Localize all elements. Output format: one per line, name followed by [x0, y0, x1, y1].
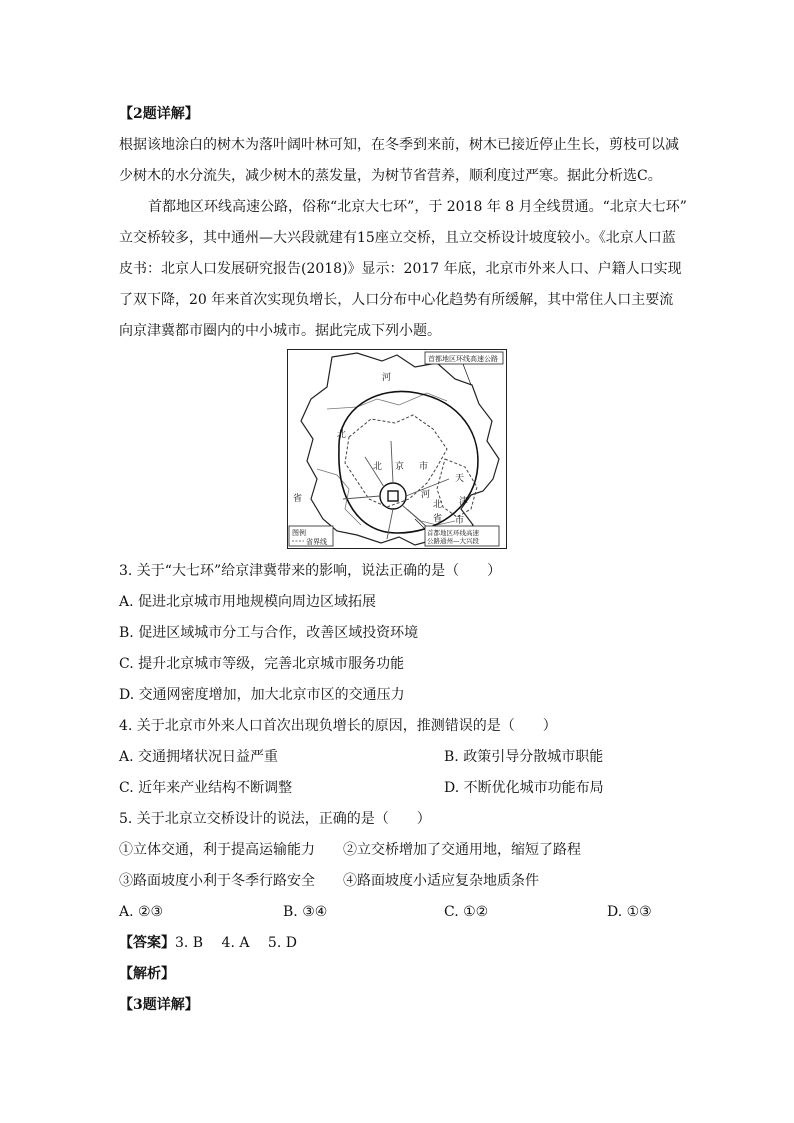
q3-option-c: C. 提升北京城市等级，完善北京城市服务功能	[119, 656, 405, 672]
label-jin: 津	[459, 497, 469, 507]
section3-heading: 【3题详解】	[119, 997, 199, 1013]
legend-item: 省界线	[306, 538, 327, 546]
passage-line-4: 了双下降，20 年来首次实现负增长，人口分布中心化趋势有所缓解，其中常住人口主要流	[119, 292, 674, 308]
q3-option-b: B. 促进区域城市分工与合作，改善区域投资环境	[119, 625, 419, 641]
label-beijing-bei: 北	[373, 462, 383, 472]
q5-option-c: C. ①②	[444, 904, 489, 920]
q5-option-b: B. ③④	[283, 904, 328, 920]
q4-option-c: C. 近年来产业结构不断调整	[119, 780, 293, 796]
q5-statement-4: ④路面坡度小适应复杂地质条件	[343, 873, 539, 889]
bottom-label-2: 公路通州—大兴段	[427, 537, 479, 545]
region-map-svg	[287, 349, 507, 549]
legend-title: 图例	[292, 529, 306, 537]
label-bei: 北	[337, 430, 347, 440]
answer-text: 3. B 4. A 5. D	[175, 935, 297, 951]
label-tianjin-shi: 市	[455, 516, 465, 526]
section2-line-1: 根据该地涂白的树木为落叶阔叶林可知，在冬季到来前，树木已接近停止生长，剪枝可以减	[119, 137, 679, 153]
q3-stem: 3. 关于“大七环”给京津冀带来的影响，说法正确的是（ ）	[119, 563, 502, 579]
label-beijing-jing: 京	[395, 462, 405, 472]
region-map	[287, 349, 507, 549]
answer-line	[119, 933, 297, 953]
passage-line-2: 立交桥较多，其中通州—大兴段就建有15座立交桥，且立交桥设计坡度较小。《北京人口蓝	[119, 230, 676, 246]
q5-statement-2: ②立交桥增加了交通用地，缩短了路程	[343, 842, 581, 858]
q4-option-d: D. 不断优化城市功能布局	[444, 780, 604, 796]
q3-option-a: A. 促进北京城市用地规模向周边区域拓展	[119, 594, 377, 610]
label-sheng2: 省	[433, 514, 443, 524]
label-beijing-shi: 市	[419, 462, 429, 472]
q5-statement-3: ③路面坡度小利于冬季行路安全	[119, 873, 315, 889]
q5-statement-1: ①立体交通，利于提高运输能力	[119, 842, 315, 858]
passage-line-1: 首都地区环线高速公路，俗称“北京大七环”，于 2018 年 8 月全线贯通。“北京大七环”	[148, 199, 687, 215]
passage-line-5: 向京津冀都市圈内的中小城市。据此完成下列小题。	[119, 323, 441, 339]
label-he: 河	[382, 373, 392, 383]
q5-option-a: A. ②③	[119, 904, 164, 920]
section2-line-2: 少树木的水分流失，减少树木的蒸发量，为树节省营养，顺利度过严寒。据此分析选C。	[119, 168, 662, 184]
label-bei2: 北	[433, 500, 443, 510]
top-label: 首都地区环线高速公路	[428, 355, 498, 363]
answer-label: 【答案】	[119, 935, 175, 951]
q4-option-a: A. 交通拥堵状况日益严重	[119, 749, 279, 765]
label-tian: 天	[455, 474, 465, 484]
q5-stem: 5. 关于北京立交桥设计的说法，正确的是（ ）	[119, 811, 431, 827]
q3-option-d: D. 交通网密度增加，加大北京市区的交通压力	[119, 687, 405, 703]
q4-stem: 4. 关于北京市外来人口首次出现负增长的原因，推测错误的是（ ）	[119, 718, 557, 734]
passage-line-3: 皮书：北京人口发展研究报告(2018)》显示：2017 年底，北京市外来人口、户籍人口实现	[119, 261, 682, 277]
q4-option-b: B. 政策引导分散城市职能	[444, 749, 604, 765]
analysis-heading: 【解析】	[119, 966, 175, 982]
label-he2: 河	[421, 490, 431, 500]
label-sheng: 省	[293, 494, 303, 504]
q5-option-d: D. ①③	[607, 904, 652, 920]
section2-heading: 【2题详解】	[119, 106, 199, 122]
bottom-label-1: 首都地区环线高速	[427, 529, 479, 537]
